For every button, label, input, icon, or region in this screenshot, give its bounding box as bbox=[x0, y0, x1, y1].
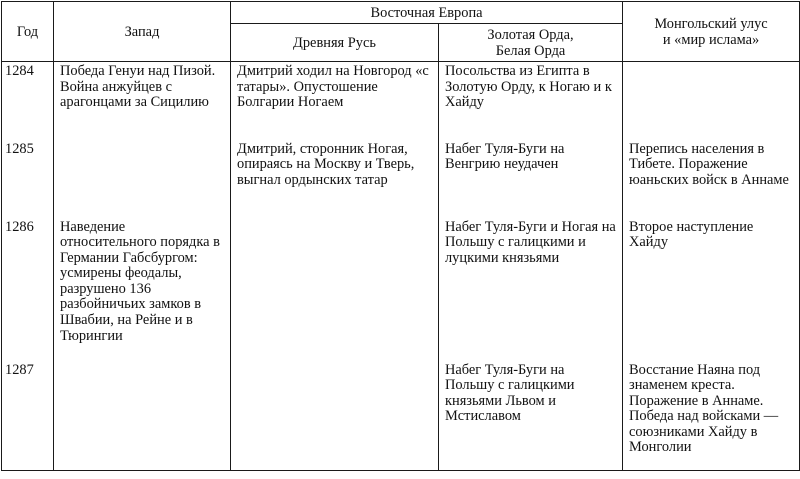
table-row bbox=[2, 62, 800, 140]
mongol-cell: Перепись населения в Тибете. Поражение юаньских войск в Аннаме bbox=[623, 140, 800, 218]
rus-cell: Дмитрий, сторонник Ногая, опираясь на Москву и Тверь, выгнал ордынских татар bbox=[231, 140, 439, 218]
horde-cell: Посольства из Египта в Золотую Орду, к Ногаю и к Хайду bbox=[439, 62, 623, 140]
horde-cell: Набег Туля-Буги на Венгрию неудачен bbox=[439, 140, 623, 218]
year-cell: 1286 bbox=[2, 218, 54, 361]
table-row bbox=[2, 218, 800, 361]
year-cell: 1284 bbox=[2, 62, 54, 140]
west-cell: Наведение относительного порядка в Германии Габсбургом: усмирены феодалы, разрушено 136 разбойничьих замков в Швабии, на Рейне и в Тюрингии bbox=[54, 218, 231, 361]
rus-cell bbox=[231, 218, 439, 361]
header-horde-line1: Золотая Орда, bbox=[487, 26, 574, 43]
year-cell: 1285 bbox=[2, 140, 54, 218]
year-cell: 1287 bbox=[2, 361, 54, 471]
header-golden-horde bbox=[439, 24, 623, 62]
mongol-cell: Второе наступление Хайду bbox=[623, 218, 800, 361]
header-east-europe: Восточная Европа bbox=[231, 2, 623, 24]
table-row bbox=[2, 361, 800, 471]
west-cell: Победа Генуи над Пизой. Война анжуйцев с арагонцами за Сицилию bbox=[54, 62, 231, 140]
west-cell bbox=[54, 140, 231, 218]
horde-cell: Набег Туля-Буги на Польшу с галицкими князьями Львом и Мстиславом bbox=[439, 361, 623, 471]
header-mongol-line2: и «мир ислама» bbox=[662, 31, 760, 48]
chronology-table bbox=[1, 1, 800, 471]
header-mongol-ulus bbox=[623, 2, 800, 62]
header-year: Год bbox=[2, 2, 54, 62]
mongol-cell: Восстание Наяна под знаменем креста. Поражение в Аннаме. Победа над войсками — союзниками Хайду в Монголии bbox=[623, 361, 800, 471]
table-row bbox=[2, 140, 800, 218]
header-mongol-line1: Монгольский улус bbox=[654, 15, 768, 32]
mongol-cell bbox=[623, 62, 800, 140]
rus-cell: Дмитрий ходил на Новгород «с татары». Опустошение Болгарии Ногаем bbox=[231, 62, 439, 140]
west-cell bbox=[54, 361, 231, 471]
horde-cell: Набег Туля-Буги и Ногая на Польшу с галицкими и луцкими князьями bbox=[439, 218, 623, 361]
header-west: Запад bbox=[54, 2, 231, 62]
header-ancient-rus: Древняя Русь bbox=[231, 24, 439, 62]
rus-cell bbox=[231, 361, 439, 471]
header-horde-line2: Белая Орда bbox=[495, 42, 566, 59]
